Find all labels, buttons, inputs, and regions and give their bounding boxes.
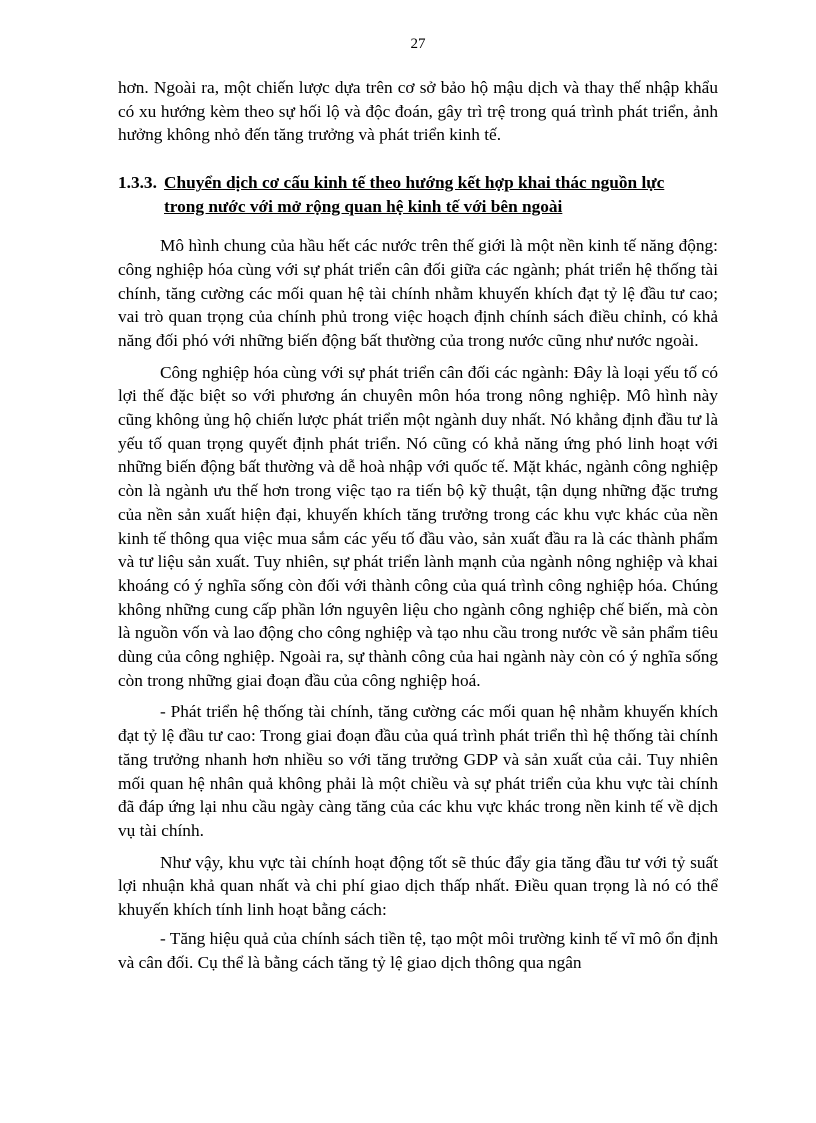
page-number: 27 bbox=[410, 36, 426, 52]
section-heading bbox=[118, 171, 718, 218]
paragraph-monetary-policy: - Tăng hiệu quả của chính sách tiền tệ, tạo một môi trường kinh tế vĩ mô ổn định và cân đối. Cụ thể là bằng cách tăng tỷ lệ giao dịch thông qua ngân bbox=[118, 928, 718, 972]
paragraph-economic-model: Mô hình chung của hầu hết các nước trên thế giới là một nền kinh tế năng động: công nghiệp hóa cùng với sự phát triển cân đối giữa các ngành; phát triển hệ thống tài chính, tăng cường các mối quan hệ tài chính nhằm khuyến khích đạt tỷ lệ đầu tư cao; vai trò quan trọng của chính phủ trong việc hoạch định chính sách điều chỉnh, có khả năng đối phó với những biến động bất thường của trong nước cũng như nước ngoài. bbox=[118, 236, 718, 350]
paragraph-financial-sector: Như vậy, khu vực tài chính hoạt động tốt sẽ thúc đẩy gia tăng đầu tư với tỷ suất lợi nhuận khả quan nhất và chi phí giao dịch thấp nhất. Điều quan trọng là nó có thể khuyến khích tính linh hoạt bằng cách: bbox=[118, 852, 718, 920]
paragraph-financial-system: - Phát triển hệ thống tài chính, tăng cường các mối quan hệ nhằm khuyến khích đạt tỷ lệ đầu tư cao: Trong giai đoạn đầu của quá trình phát triển thì hệ thống tài chính tăng trưởng nhanh hơn nhiều so với tăng trưởng GDP và sản xuất của cải. Tuy nhiên mối quan hệ nhân quả không phải là một chiều và sự phát triển của khu vực tài chính đã đáp ứng lại nhu cầu ngày càng tăng của các khu vực khác trong nền kinh tế về dịch vụ tài chính. bbox=[118, 702, 718, 840]
section-number: 1.3.3. bbox=[118, 173, 157, 193]
section-title bbox=[164, 171, 718, 218]
section-title-line-1: Chuyển dịch cơ cấu kinh tế theo hướng kết hợp khai thác nguồn lực bbox=[164, 173, 665, 193]
paragraph-continued: hơn. Ngoài ra, một chiến lược dựa trên cơ sở bảo hộ mậu dịch và thay thế nhập khẩu có xu hướng kèm theo sự hối lộ và độc đoán, gây trì trệ trong quá trình phát triển, ảnh hưởng không nhỏ đến tăng trưởng và phát triển kinh tế. bbox=[118, 78, 718, 145]
section-title-line-2: trong nước với mở rộng quan hệ kinh tế với bên ngoài bbox=[164, 196, 563, 216]
paragraph-industrialization: Công nghiệp hóa cùng với sự phát triển cân đối các ngành: Đây là loại yếu tố có lợi thế đặc biệt so với phương án chuyên môn hóa trong nông nghiệp. Mô hình này cũng không ủng hộ chiến lược phát triển một ngành duy nhất. Nó khẳng định đầu tư là yếu tố quan trọng quyết định phát triển. Nó cũng có khả năng ứng phó linh hoạt với những biến động bất thường và dễ hoà nhập với quốc tế. Mặt khác, ngành công nghiệp còn là ngành ưu thế hơn trong việc tạo ra tiến bộ kỹ thuật, tận dụng những đặc trưng của nền sản xuất hiện đại, khuyến khích tăng trưởng trong các khu vực khác của nền kinh tế thông qua việc mua sắm các yếu tố đầu vào, sản xuất đầu ra là các thành phẩm và tư liệu sản xuất. Tuy nhiên, sự phát triển lành mạnh của ngành nông nghiệp và khai khoáng có ý nghĩa sống còn đối với thành công của quá trình công nghiệp hóa. Chúng không những cung cấp phần lớn nguyên liệu cho ngành công nghiệp chế biến, mà còn là nguồn vốn và lao động cho công nghiệp và tạo nhu cầu trong nước về sản phẩm tiêu dùng của công nghiệp. Ngoài ra, sự thành công của hai ngành này còn có ý nghĩa sống còn trong những giai đoạn đầu của công nghiệp hoá. bbox=[118, 362, 718, 690]
document-body bbox=[118, 76, 718, 976]
